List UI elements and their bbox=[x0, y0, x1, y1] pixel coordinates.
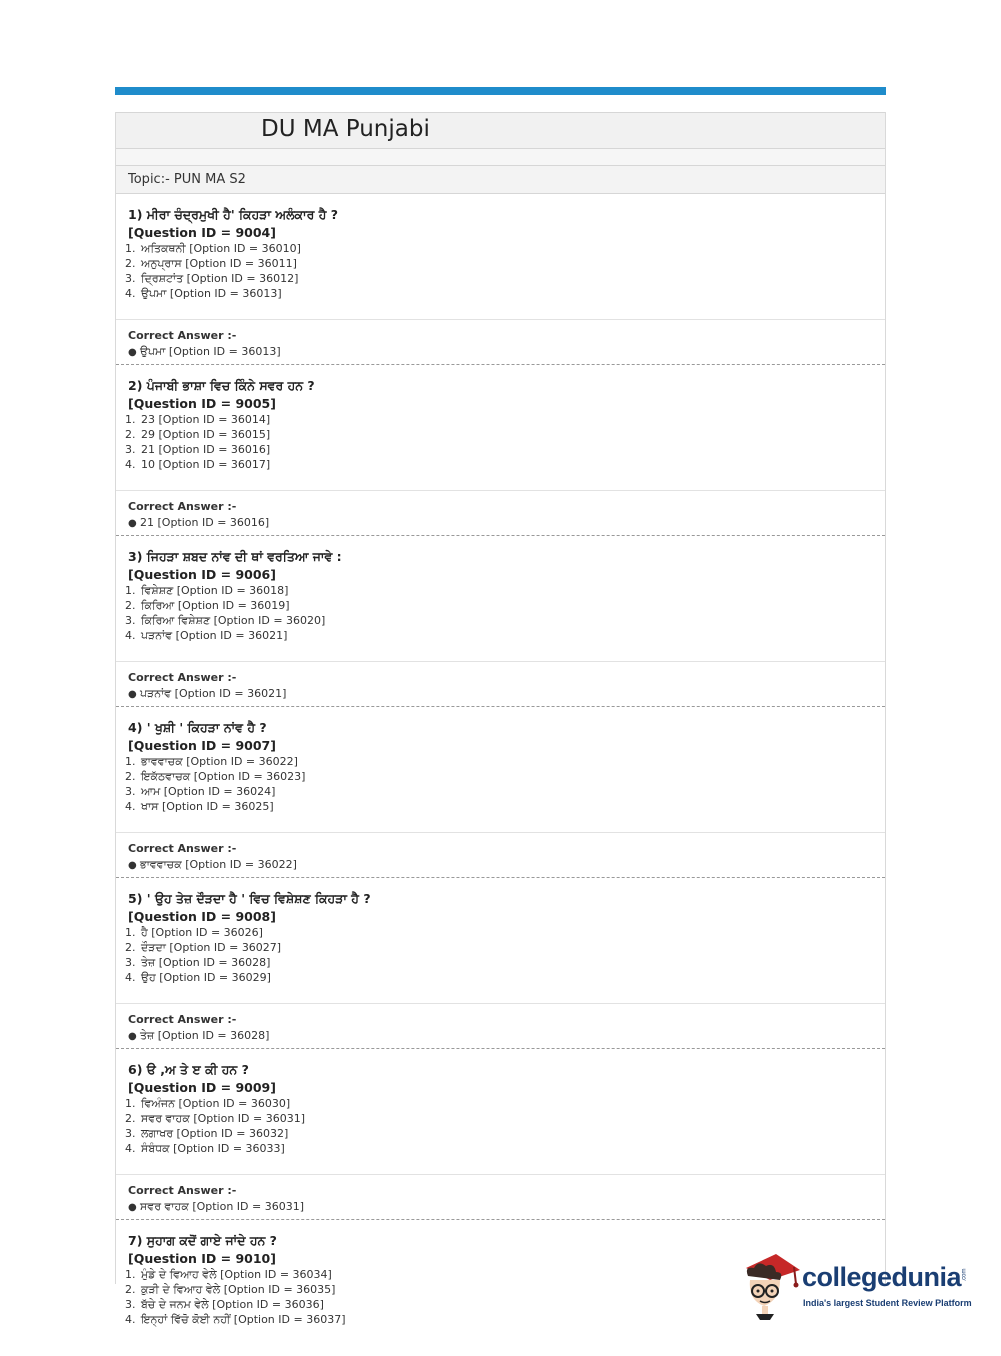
option-number: 1. bbox=[125, 242, 136, 255]
option-number: 1. bbox=[125, 1268, 136, 1281]
option-text: ਖਾਸ [Option ID = 36025] bbox=[141, 800, 274, 813]
option-text: ਮੁੰਡੇ ਦੇ ਵਿਆਹ ਵੇਲੇ [Option ID = 36034] bbox=[141, 1268, 332, 1281]
correct-answer-label: Correct Answer :- bbox=[128, 842, 237, 855]
question-text bbox=[128, 1232, 885, 1250]
question-id: [Question ID = 9006] bbox=[128, 567, 276, 582]
question-id: [Question ID = 9010] bbox=[128, 1251, 276, 1266]
correct-answer-text: ਉਪਮਾ [Option ID = 36013] bbox=[140, 345, 281, 358]
option-item bbox=[125, 412, 885, 427]
question-id: [Question ID = 9009] bbox=[128, 1080, 276, 1095]
question-statement: ' ਉਹ ਤੇਜ਼ ਦੌੜਦਾ ਹੈ ' ਵਿਚ ਵਿਸ਼ੇਸ਼ਣ ਕਿਹੜਾ ਹੈ ? bbox=[146, 891, 371, 906]
option-item bbox=[125, 955, 885, 970]
option-item bbox=[125, 1141, 885, 1156]
option-item bbox=[125, 754, 885, 769]
collegedunia-logo bbox=[740, 1250, 980, 1320]
option-text: ਅਤਿਕਥਨੀ [Option ID = 36010] bbox=[141, 242, 301, 255]
correct-answer-section bbox=[116, 1174, 885, 1220]
brand-domain-suffix: .com bbox=[961, 1268, 968, 1282]
option-number: 1. bbox=[125, 1097, 136, 1110]
option-item bbox=[125, 1096, 885, 1111]
option-text: ਸੰਬੰਧਕ [Option ID = 36033] bbox=[141, 1142, 285, 1155]
option-number: 2. bbox=[125, 257, 136, 270]
option-number: 2. bbox=[125, 1283, 136, 1296]
option-text: ਕਿਰਿਆ ਵਿਸ਼ੇਸ਼ਣ [Option ID = 36020] bbox=[141, 614, 326, 627]
question-statement: ਮੀਰਾ ਚੰਦ੍ਰਮੁਖੀ ਹੈ' ਕਿਹੜਾ ਅਲੰਕਾਰ ਹੈ ? bbox=[146, 207, 339, 222]
option-number: 2. bbox=[125, 1112, 136, 1125]
correct-answer-value bbox=[128, 1199, 885, 1215]
option-number: 2. bbox=[125, 941, 136, 954]
question-number: 5) bbox=[128, 891, 143, 906]
question-text bbox=[128, 377, 885, 395]
option-item bbox=[125, 940, 885, 955]
question-id: [Question ID = 9005] bbox=[128, 396, 276, 411]
question-text bbox=[128, 890, 885, 908]
option-number: 1. bbox=[125, 584, 136, 597]
option-item bbox=[125, 598, 885, 613]
correct-answer-label: Correct Answer :- bbox=[128, 1184, 237, 1197]
question-body bbox=[116, 365, 885, 490]
option-number: 2. bbox=[125, 599, 136, 612]
option-text: ਦੌੜਦਾ [Option ID = 36027] bbox=[141, 941, 282, 954]
question-text bbox=[128, 719, 885, 737]
question-id: [Question ID = 9008] bbox=[128, 909, 276, 924]
question-text bbox=[128, 548, 885, 566]
question-block bbox=[116, 707, 885, 878]
question-id: [Question ID = 9007] bbox=[128, 738, 276, 753]
question-block bbox=[116, 536, 885, 707]
option-text: ਉਪਮਾ [Option ID = 36013] bbox=[141, 287, 282, 300]
option-text: ਲਗਾਖਰ [Option ID = 36032] bbox=[141, 1127, 289, 1140]
option-number: 3. bbox=[125, 1127, 136, 1140]
option-text: ਹੈ [Option ID = 36026] bbox=[141, 926, 263, 939]
header-spacer bbox=[116, 149, 885, 166]
option-text: ਕੁੜੀ ਦੇ ਵਿਆਹ ਵੇਲੇ [Option ID = 36035] bbox=[141, 1283, 336, 1296]
option-item bbox=[125, 1111, 885, 1126]
question-number: 1) bbox=[128, 207, 143, 222]
option-item bbox=[125, 970, 885, 985]
option-number: 3. bbox=[125, 272, 136, 285]
question-statement: ' ਖੁਸ਼ੀ ' ਕਿਹੜਾ ਨਾਂਵ ਹੈ ? bbox=[146, 720, 267, 735]
question-block bbox=[116, 878, 885, 1049]
correct-answer-text: ਸਵਰ ਵਾਹਕ [Option ID = 36031] bbox=[140, 1200, 305, 1213]
top-accent-bar bbox=[115, 87, 886, 95]
option-number: 4. bbox=[125, 287, 136, 300]
option-number: 1. bbox=[125, 413, 136, 426]
correct-answer-value bbox=[128, 686, 885, 702]
option-item bbox=[125, 256, 885, 271]
option-number: 4. bbox=[125, 1142, 136, 1155]
mascot-icon bbox=[740, 1250, 802, 1320]
bullet-icon: ● bbox=[128, 1031, 137, 1042]
option-number: 4. bbox=[125, 629, 136, 642]
question-text bbox=[128, 1061, 885, 1079]
option-number: 3. bbox=[125, 614, 136, 627]
title-box bbox=[116, 112, 885, 149]
option-text: ਇਨ੍ਹਾਂ ਵਿੱਚੋ ਕੋਈ ਨਹੀਂ [Option ID = 36037] bbox=[141, 1313, 346, 1326]
question-body bbox=[116, 536, 885, 661]
correct-answer-section bbox=[116, 832, 885, 878]
question-block bbox=[116, 194, 885, 365]
option-text: ਆਮ [Option ID = 36024] bbox=[141, 785, 276, 798]
option-number: 4. bbox=[125, 1313, 136, 1326]
option-text: ਸਵਰ ਵਾਹਕ [Option ID = 36031] bbox=[141, 1112, 306, 1125]
option-item bbox=[125, 442, 885, 457]
option-number: 1. bbox=[125, 755, 136, 768]
option-text: ਪੜਨਾਂਵ [Option ID = 36021] bbox=[141, 629, 288, 642]
option-text: ਕਿਰਿਆ [Option ID = 36019] bbox=[141, 599, 290, 612]
option-text: ਵਿਅੰਜਨ [Option ID = 36030] bbox=[141, 1097, 291, 1110]
option-item bbox=[125, 241, 885, 256]
page-title: DU MA Punjabi bbox=[261, 116, 430, 142]
option-item bbox=[125, 271, 885, 286]
option-item bbox=[125, 427, 885, 442]
correct-answer-value bbox=[128, 1028, 885, 1044]
question-statement: ੳ ,ਅ ਤੇ ੲ ਕੀ ਹਨ ? bbox=[146, 1062, 249, 1077]
correct-answer-value bbox=[128, 515, 885, 531]
question-number: 6) bbox=[128, 1062, 143, 1077]
question-text bbox=[128, 206, 885, 224]
question-list bbox=[116, 194, 885, 1345]
question-number: 2) bbox=[128, 378, 143, 393]
option-number: 3. bbox=[125, 956, 136, 969]
option-number: 2. bbox=[125, 770, 136, 783]
question-number: 7) bbox=[128, 1233, 143, 1248]
option-number: 4. bbox=[125, 971, 136, 984]
brand-tagline: India's largest Student Review Platform bbox=[803, 1298, 972, 1308]
option-item bbox=[125, 1126, 885, 1141]
correct-answer-text: 21 [Option ID = 36016] bbox=[140, 516, 270, 529]
option-item bbox=[125, 286, 885, 301]
brand-name: collegedunia bbox=[802, 1262, 962, 1292]
question-number: 3) bbox=[128, 549, 143, 564]
question-body bbox=[116, 194, 885, 319]
option-number: 2. bbox=[125, 428, 136, 441]
question-body bbox=[116, 707, 885, 832]
option-text: ਵਿਸ਼ੇਸ਼ਣ [Option ID = 36018] bbox=[141, 584, 289, 597]
question-block bbox=[116, 365, 885, 536]
correct-answer-text: ਤੇਜ਼ [Option ID = 36028] bbox=[140, 1029, 270, 1042]
option-text: 10 [Option ID = 36017] bbox=[141, 458, 271, 471]
question-block bbox=[116, 1049, 885, 1220]
correct-answer-label: Correct Answer :- bbox=[128, 671, 237, 684]
option-text: ਤੇਜ਼ [Option ID = 36028] bbox=[141, 956, 271, 969]
option-number: 1. bbox=[125, 926, 136, 939]
bullet-icon: ● bbox=[128, 518, 137, 529]
question-number: 4) bbox=[128, 720, 143, 735]
question-statement: ਸੁਹਾਗ ਕਦੋਂ ਗਾਏ ਜਾਂਦੇ ਹਨ ? bbox=[146, 1233, 277, 1248]
question-statement: ਪੰਜਾਬੀ ਭਾਸ਼ਾ ਵਿਚ ਕਿੰਨੇ ਸਵਰ ਹਨ ? bbox=[146, 378, 315, 393]
option-item bbox=[125, 583, 885, 598]
option-number: 4. bbox=[125, 800, 136, 813]
option-item bbox=[125, 613, 885, 628]
option-item bbox=[125, 769, 885, 784]
option-text: ਭਾਵਵਾਚਕ [Option ID = 36022] bbox=[141, 755, 298, 768]
option-number: 4. bbox=[125, 458, 136, 471]
option-text: ਦ੍ਰਿਸ਼ਟਾਂਤ [Option ID = 36012] bbox=[141, 272, 299, 285]
question-statement: ਜਿਹੜਾ ਸ਼ਬਦ ਨਾਂਵ ਦੀ ਥਾਂ ਵਰਤਿਆ ਜਾਵੇ : bbox=[146, 549, 342, 564]
option-text: ਉਹ [Option ID = 36029] bbox=[141, 971, 271, 984]
correct-answer-label: Correct Answer :- bbox=[128, 500, 237, 513]
option-text: 23 [Option ID = 36014] bbox=[141, 413, 271, 426]
option-number: 3. bbox=[125, 785, 136, 798]
correct-answer-section bbox=[116, 1003, 885, 1049]
option-text: 29 [Option ID = 36015] bbox=[141, 428, 271, 441]
option-item bbox=[125, 457, 885, 472]
option-text: ਬੱਚੇ ਦੇ ਜਨਮ ਵੇਲੇ [Option ID = 36036] bbox=[141, 1298, 324, 1311]
option-number: 3. bbox=[125, 1298, 136, 1311]
option-number: 3. bbox=[125, 443, 136, 456]
correct-answer-label: Correct Answer :- bbox=[128, 1013, 237, 1026]
option-text: 21 [Option ID = 36016] bbox=[141, 443, 271, 456]
correct-answer-label: Correct Answer :- bbox=[128, 329, 237, 342]
question-body bbox=[116, 878, 885, 1003]
option-text: ਅਨੁਪ੍ਰਾਸ [Option ID = 36011] bbox=[141, 257, 297, 270]
correct-answer-section bbox=[116, 490, 885, 536]
correct-answer-text: ਭਾਵਵਾਚਕ [Option ID = 36022] bbox=[140, 858, 297, 871]
option-text: ਇਕੱਠਵਾਚਕ [Option ID = 36023] bbox=[141, 770, 306, 783]
correct-answer-section bbox=[116, 661, 885, 707]
bullet-icon: ● bbox=[128, 1202, 137, 1213]
option-item bbox=[125, 925, 885, 940]
correct-answer-value bbox=[128, 344, 885, 360]
correct-answer-text: ਪੜਨਾਂਵ [Option ID = 36021] bbox=[140, 687, 287, 700]
question-body bbox=[116, 1049, 885, 1174]
question-id: [Question ID = 9004] bbox=[128, 225, 276, 240]
option-item bbox=[125, 799, 885, 814]
bullet-icon: ● bbox=[128, 347, 137, 358]
correct-answer-section bbox=[116, 319, 885, 365]
bullet-icon: ● bbox=[128, 860, 137, 871]
option-item bbox=[125, 784, 885, 799]
correct-answer-value bbox=[128, 857, 885, 873]
topic-label: Topic:- PUN MA S2 bbox=[116, 166, 885, 194]
option-item bbox=[125, 628, 885, 643]
bullet-icon: ● bbox=[128, 689, 137, 700]
